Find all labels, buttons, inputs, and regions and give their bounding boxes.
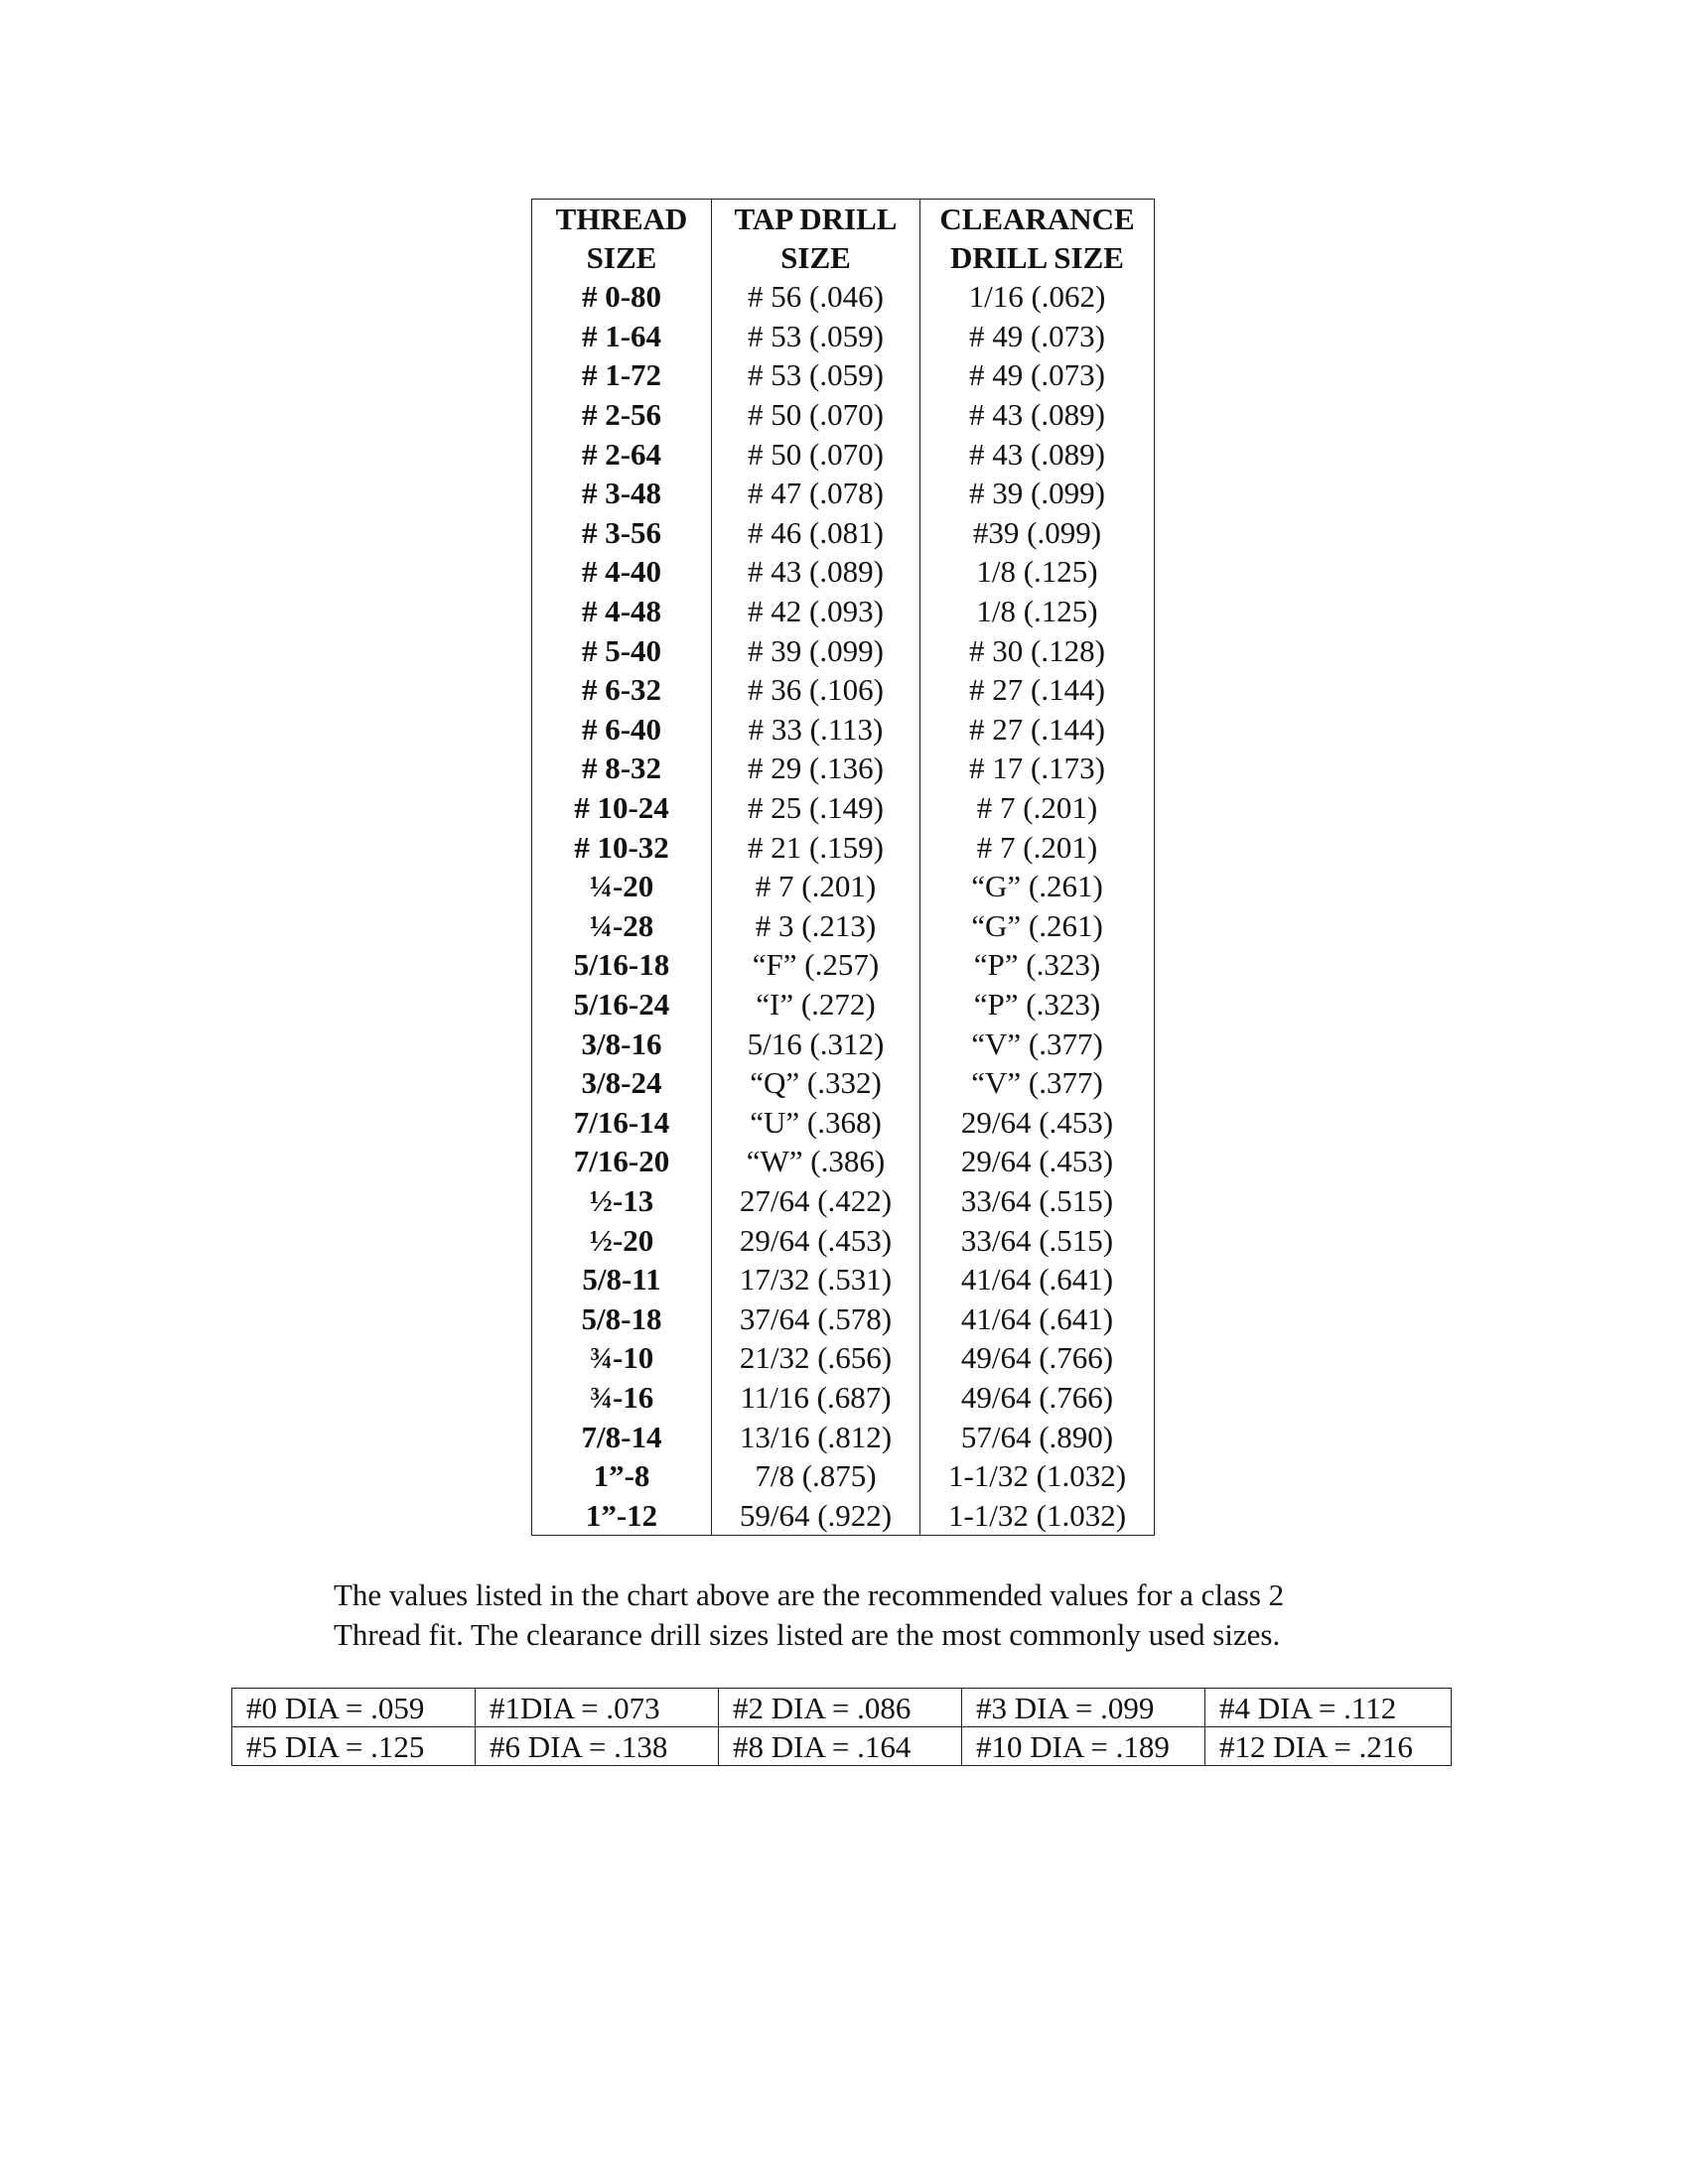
table-row <box>532 1024 1155 1063</box>
thread-size-cell: ¾-16 <box>532 1378 712 1418</box>
diameter-table <box>231 1688 1452 1766</box>
thread-size-cell: 7/16-14 <box>532 1102 712 1142</box>
header-thread-line2: SIZE <box>532 238 712 277</box>
tap-drill-cell: “W” (.386) <box>712 1142 920 1181</box>
table-row <box>532 1142 1155 1181</box>
thread-size-cell: 5/8-18 <box>532 1298 712 1338</box>
chart-note <box>334 1575 1525 1655</box>
clearance-drill-cell: 33/64 (.515) <box>920 1181 1155 1221</box>
tap-drill-cell: # 29 (.136) <box>712 749 920 788</box>
thread-size-cell: # 2-64 <box>532 434 712 474</box>
clearance-drill-cell: 33/64 (.515) <box>920 1220 1155 1260</box>
diameter-cell: #3 DIA = .099 <box>962 1689 1205 1727</box>
clearance-drill-cell: # 43 (.089) <box>920 434 1155 474</box>
clearance-drill-cell: “V” (.377) <box>920 1063 1155 1103</box>
thread-size-cell: # 3-56 <box>532 513 712 553</box>
table-row <box>532 1063 1155 1103</box>
table-row <box>532 474 1155 513</box>
thread-size-cell: 5/16-24 <box>532 985 712 1024</box>
clearance-drill-cell: 1/8 (.125) <box>920 592 1155 631</box>
tap-drill-cell: # 43 (.089) <box>712 552 920 592</box>
tap-drill-chart <box>531 199 1155 1536</box>
table-row <box>532 749 1155 788</box>
thread-size-cell: ¼-28 <box>532 906 712 946</box>
diameter-cell: #4 DIA = .112 <box>1205 1689 1452 1727</box>
diameter-cell: #1DIA = .073 <box>476 1689 719 1727</box>
clearance-drill-cell: 1-1/32 (1.032) <box>920 1495 1155 1535</box>
tap-drill-cell: “I” (.272) <box>712 985 920 1024</box>
thread-size-cell: 3/8-24 <box>532 1063 712 1103</box>
clearance-drill-cell: “G” (.261) <box>920 867 1155 906</box>
thread-size-cell: # 6-32 <box>532 670 712 710</box>
diameter-row <box>232 1727 1452 1766</box>
table-row <box>532 945 1155 985</box>
header-tap-drill-line1: TAP DRILL <box>712 200 920 239</box>
tap-drill-cell: # 53 (.059) <box>712 355 920 395</box>
tap-drill-cell: “Q” (.332) <box>712 1063 920 1103</box>
clearance-drill-cell: 41/64 (.641) <box>920 1298 1155 1338</box>
table-row <box>532 1456 1155 1496</box>
thread-size-cell: ½-13 <box>532 1181 712 1221</box>
table-row <box>532 317 1155 356</box>
diameter-cell: #8 DIA = .164 <box>719 1727 962 1766</box>
thread-size-cell: # 4-48 <box>532 592 712 631</box>
tap-drill-cell: # 39 (.099) <box>712 630 920 670</box>
tap-drill-cell: 59/64 (.922) <box>712 1495 920 1535</box>
clearance-drill-cell: 1/8 (.125) <box>920 552 1155 592</box>
table-row <box>532 906 1155 946</box>
table-row <box>532 513 1155 553</box>
table-row <box>532 827 1155 867</box>
header-clearance-line2: DRILL SIZE <box>920 238 1155 277</box>
note-line-2: Thread fit. The clearance drill sizes listed are the most commonly used sizes. <box>334 1617 1281 1652</box>
tap-drill-cell: # 46 (.081) <box>712 513 920 553</box>
tap-drill-cell: # 25 (.149) <box>712 788 920 828</box>
tap-drill-cell: # 42 (.093) <box>712 592 920 631</box>
thread-size-cell: 1”-8 <box>532 1456 712 1496</box>
clearance-drill-cell: #39 (.099) <box>920 513 1155 553</box>
clearance-drill-cell: # 30 (.128) <box>920 630 1155 670</box>
table-row <box>532 1378 1155 1418</box>
tap-drill-cell: # 21 (.159) <box>712 827 920 867</box>
thread-size-cell: # 10-32 <box>532 827 712 867</box>
table-row <box>532 552 1155 592</box>
table-row <box>532 1298 1155 1338</box>
tap-drill-cell: 11/16 (.687) <box>712 1378 920 1418</box>
diameter-body <box>232 1689 1452 1766</box>
tap-drill-cell: 21/32 (.656) <box>712 1338 920 1378</box>
clearance-drill-cell: “P” (.323) <box>920 945 1155 985</box>
thread-size-cell: # 10-24 <box>532 788 712 828</box>
table-row <box>532 434 1155 474</box>
clearance-drill-cell: 1/16 (.062) <box>920 277 1155 317</box>
tap-drill-cell: # 56 (.046) <box>712 277 920 317</box>
tap-drill-cell: 13/16 (.812) <box>712 1417 920 1456</box>
tap-drill-cell: # 36 (.106) <box>712 670 920 710</box>
thread-size-cell: # 0-80 <box>532 277 712 317</box>
table-row <box>532 395 1155 435</box>
header-thread-line1: THREAD <box>532 200 712 239</box>
clearance-drill-cell: # 27 (.144) <box>920 670 1155 710</box>
clearance-drill-cell: 49/64 (.766) <box>920 1338 1155 1378</box>
clearance-drill-cell: # 17 (.173) <box>920 749 1155 788</box>
clearance-drill-cell: # 27 (.144) <box>920 710 1155 750</box>
table-row <box>532 710 1155 750</box>
diameter-cell: #0 DIA = .059 <box>232 1689 476 1727</box>
diameter-cell: #6 DIA = .138 <box>476 1727 719 1766</box>
clearance-drill-cell: “V” (.377) <box>920 1024 1155 1063</box>
clearance-drill-cell: # 7 (.201) <box>920 788 1155 828</box>
thread-size-cell: # 6-40 <box>532 710 712 750</box>
thread-size-cell: # 3-48 <box>532 474 712 513</box>
table-row <box>532 1260 1155 1299</box>
tap-drill-cell: 5/16 (.312) <box>712 1024 920 1063</box>
thread-size-cell: 1”-12 <box>532 1495 712 1535</box>
header-row-1 <box>532 200 1155 239</box>
header-tap-drill-line2: SIZE <box>712 238 920 277</box>
diameter-row <box>232 1689 1452 1727</box>
tap-drill-cell: # 53 (.059) <box>712 317 920 356</box>
table-row <box>532 277 1155 317</box>
thread-size-cell: 5/16-18 <box>532 945 712 985</box>
clearance-drill-cell: 49/64 (.766) <box>920 1378 1155 1418</box>
table-row <box>532 355 1155 395</box>
tap-drill-cell: 17/32 (.531) <box>712 1260 920 1299</box>
tap-drill-cell: 27/64 (.422) <box>712 1181 920 1221</box>
table-row <box>532 985 1155 1024</box>
note-line-1: The values listed in the chart above are the recommended values for a class 2 <box>334 1577 1285 1612</box>
diameter-cell: #2 DIA = .086 <box>719 1689 962 1727</box>
clearance-drill-cell: # 43 (.089) <box>920 395 1155 435</box>
table-row <box>532 670 1155 710</box>
clearance-drill-cell: 41/64 (.641) <box>920 1260 1155 1299</box>
tap-drill-cell: “F” (.257) <box>712 945 920 985</box>
table-row <box>532 867 1155 906</box>
tap-drill-cell: # 3 (.213) <box>712 906 920 946</box>
clearance-drill-cell: 29/64 (.453) <box>920 1142 1155 1181</box>
thread-size-cell: ¾-10 <box>532 1338 712 1378</box>
table-row <box>532 788 1155 828</box>
tap-drill-cell: # 50 (.070) <box>712 395 920 435</box>
table-row <box>532 1417 1155 1456</box>
table-row <box>532 1495 1155 1535</box>
tap-drill-cell: 37/64 (.578) <box>712 1298 920 1338</box>
clearance-drill-cell: # 39 (.099) <box>920 474 1155 513</box>
chart-body <box>532 277 1155 1536</box>
thread-size-cell: # 8-32 <box>532 749 712 788</box>
thread-size-cell: 5/8-11 <box>532 1260 712 1299</box>
tap-drill-cell: # 33 (.113) <box>712 710 920 750</box>
diameter-cell: #10 DIA = .189 <box>962 1727 1205 1766</box>
clearance-drill-cell: 29/64 (.453) <box>920 1102 1155 1142</box>
thread-size-cell: 7/16-20 <box>532 1142 712 1181</box>
thread-size-cell: ½-20 <box>532 1220 712 1260</box>
table-row <box>532 1338 1155 1378</box>
diameter-cell: #5 DIA = .125 <box>232 1727 476 1766</box>
table-row <box>532 1220 1155 1260</box>
clearance-drill-cell: “G” (.261) <box>920 906 1155 946</box>
clearance-drill-cell: 57/64 (.890) <box>920 1417 1155 1456</box>
thread-size-cell: ¼-20 <box>532 867 712 906</box>
tap-drill-cell: # 50 (.070) <box>712 434 920 474</box>
clearance-drill-cell: “P” (.323) <box>920 985 1155 1024</box>
thread-size-cell: # 5-40 <box>532 630 712 670</box>
thread-size-cell: 3/8-16 <box>532 1024 712 1063</box>
table-row <box>532 1102 1155 1142</box>
table-row <box>532 592 1155 631</box>
tap-drill-cell: 7/8 (.875) <box>712 1456 920 1496</box>
tap-drill-cell: “U” (.368) <box>712 1102 920 1142</box>
clearance-drill-cell: 1-1/32 (1.032) <box>920 1456 1155 1496</box>
thread-size-cell: # 1-72 <box>532 355 712 395</box>
tap-drill-cell: # 7 (.201) <box>712 867 920 906</box>
table-row <box>532 630 1155 670</box>
clearance-drill-cell: # 49 (.073) <box>920 317 1155 356</box>
header-row-2 <box>532 238 1155 277</box>
clearance-drill-cell: # 7 (.201) <box>920 827 1155 867</box>
thread-size-cell: # 1-64 <box>532 317 712 356</box>
diameter-cell: #12 DIA = .216 <box>1205 1727 1452 1766</box>
thread-size-cell: # 2-56 <box>532 395 712 435</box>
tap-drill-cell: 29/64 (.453) <box>712 1220 920 1260</box>
thread-size-cell: 7/8-14 <box>532 1417 712 1456</box>
thread-size-cell: # 4-40 <box>532 552 712 592</box>
table-row <box>532 1181 1155 1221</box>
tap-drill-cell: # 47 (.078) <box>712 474 920 513</box>
header-clearance-line1: CLEARANCE <box>920 200 1155 239</box>
clearance-drill-cell: # 49 (.073) <box>920 355 1155 395</box>
